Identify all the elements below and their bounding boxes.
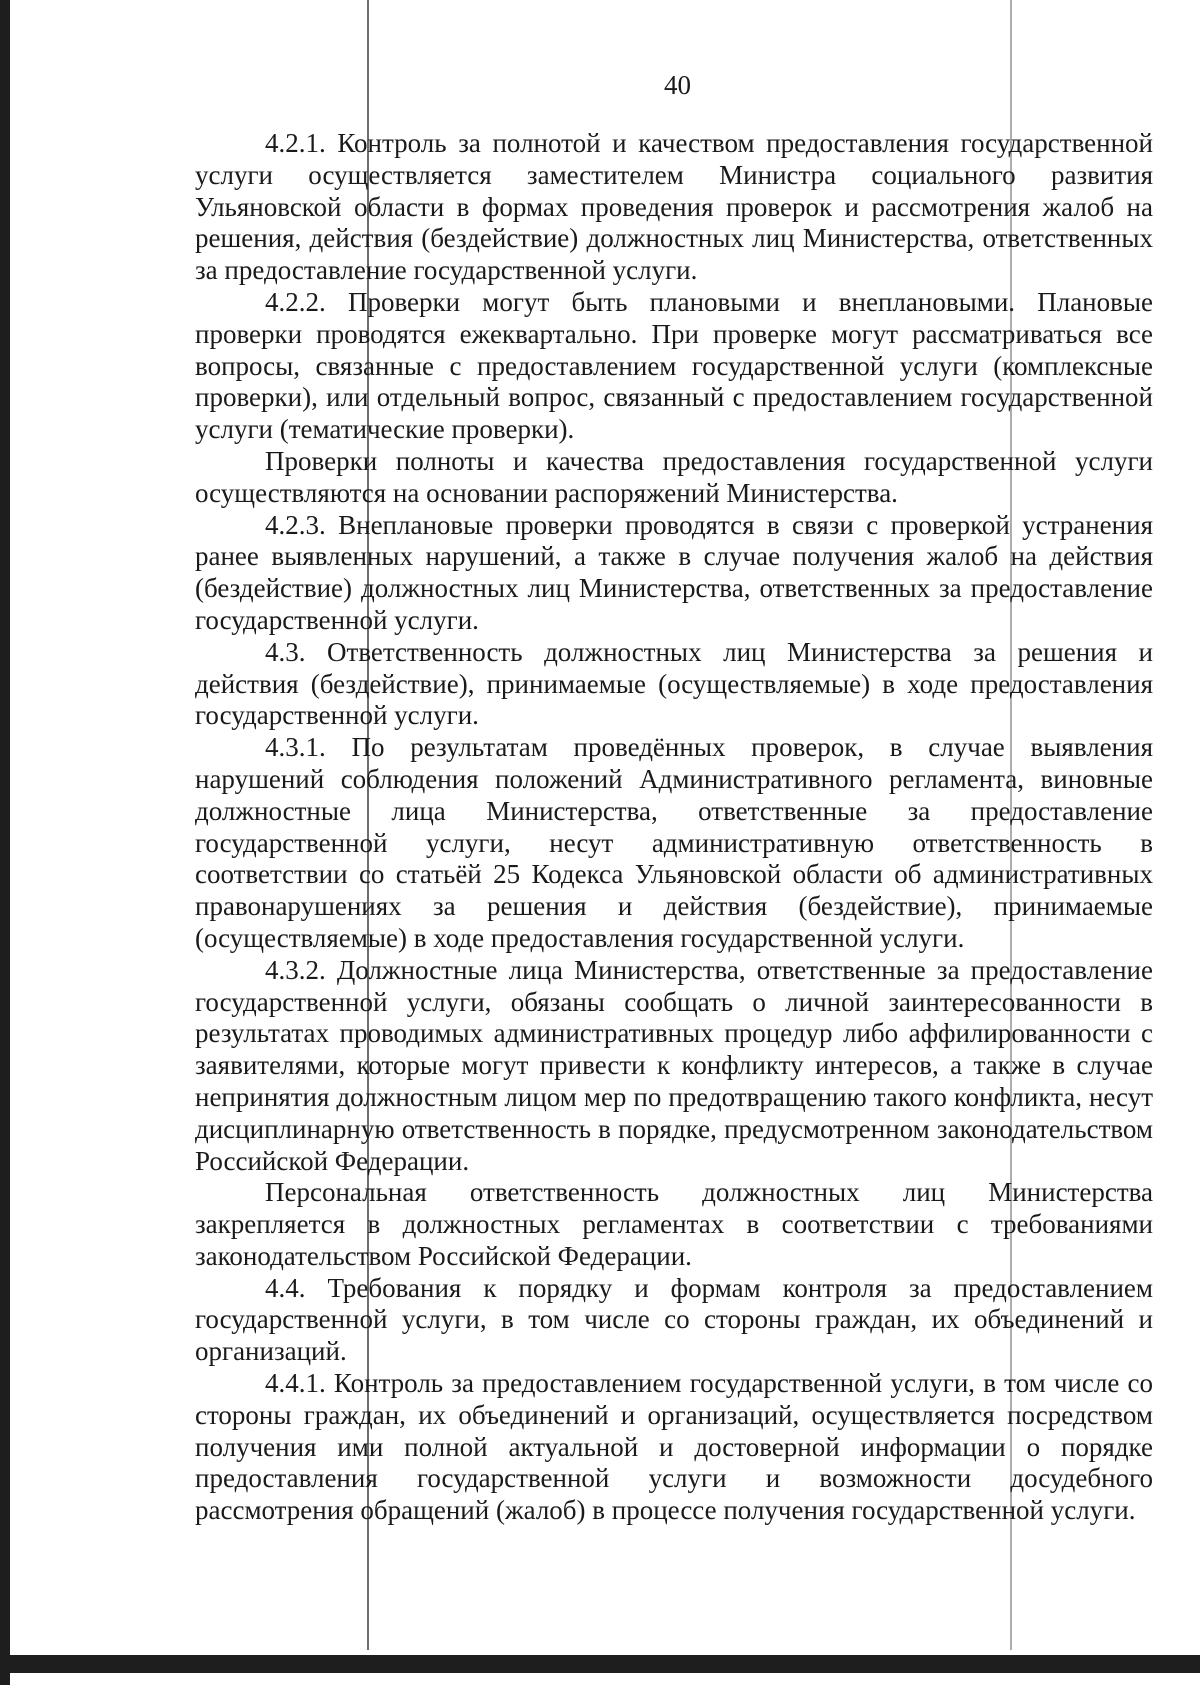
paragraph-4-2-2: 4.2.2. Проверки могут быть плановыми и внеплановыми. Плановые проверки проводятся ежеквартально. При проверке могут рассматриваться все вопросы, связанные с предоставлением государственной услуги (комплексные проверки), или отдельный вопрос, связанный с предоставлением государственной услуги (тематические проверки). bbox=[195, 286, 1153, 445]
paragraph-4-4-1: 4.4.1. Контроль за предоставлением государственной услуги, в том числе со стороны граждан, их объединений и организаций, осуществляется посредством получения ими полной актуальной и достоверной информации о порядке предоставления государственной услуги и возможности досудебного рассмотрения обращений (жалоб) в процессе получения государственной услуги. bbox=[195, 1368, 1153, 1526]
paragraph-4-4: 4.4. Требования к порядку и формам контроля за предоставлением государственной услуги, в том числе со стороны граждан, их объединений и организаций. bbox=[195, 1272, 1153, 1367]
paragraph-4-3: 4.3. Ответственность должностных лиц Министерства за решения и действия (бездействие), принимаемые (осуществляемые) в ходе предоставления государственной услуги. bbox=[195, 636, 1153, 731]
paragraph-4-2-1: 4.2.1. Контроль за полнотой и качеством предоставления государственной услуги осуществляется заместителем Министра социального развития Ульяновской области в формах проведения проверок и рассмотрения жалоб на решения, действия (бездействие) должностных лиц Министерства, ответственных за предоставление государственной услуги. bbox=[195, 128, 1153, 286]
scan-edge-bottom bbox=[0, 1655, 1200, 1673]
scan-edge-left bbox=[0, 0, 10, 1685]
document-body bbox=[195, 128, 1153, 1527]
paragraph-4-3-2: 4.3.2. Должностные лица Министерства, ответственные за предоставление государственной услуги, обязаны сообщать о личной заинтересованности в результатах проводимых административных процедур либо аффилированности с заявителями, которые могут привести к конфликту интересов, а также в случае непринятия должностным лицом мер по предотвращению такого конфликта, несут дисциплинарную ответственность в порядке, предусмотренном законодательством Российской Федерации. bbox=[195, 954, 1153, 1176]
paragraph-inspections-basis: Проверки полноты и качества предоставления государственной услуги осуществляются на основании распоряжений Министерства. bbox=[195, 445, 1153, 508]
paragraph-4-2-3: 4.2.3. Внеплановые проверки проводятся в связи с проверкой устранения ранее выявленных нарушений, а также в случае получения жалоб на действия (бездействие) должностных лиц Министерства, ответственных за предоставление государственной услуги. bbox=[195, 509, 1153, 635]
paragraph-4-3-1: 4.3.1. По результатам проведённых проверок, в случае выявления нарушений соблюдения положений Административного регламента, виновные должностные лица Министерства, ответственные за предоставление государственной услуги, несут административную ответственность в соответствии со статьёй 25 Кодекса Ульяновской области об административных правонарушениях за решения и действия (бездействие), принимаемые (осуществляемые) в ходе предоставления государственной услуги. bbox=[195, 732, 1153, 953]
paragraph-personal-responsibility: Персональная ответственность должностных лиц Министерства закрепляется в должностных регламентах в соответствии с требованиями законодательством Российской Федерации. bbox=[195, 1177, 1153, 1271]
page-number: 40 bbox=[664, 70, 691, 100]
